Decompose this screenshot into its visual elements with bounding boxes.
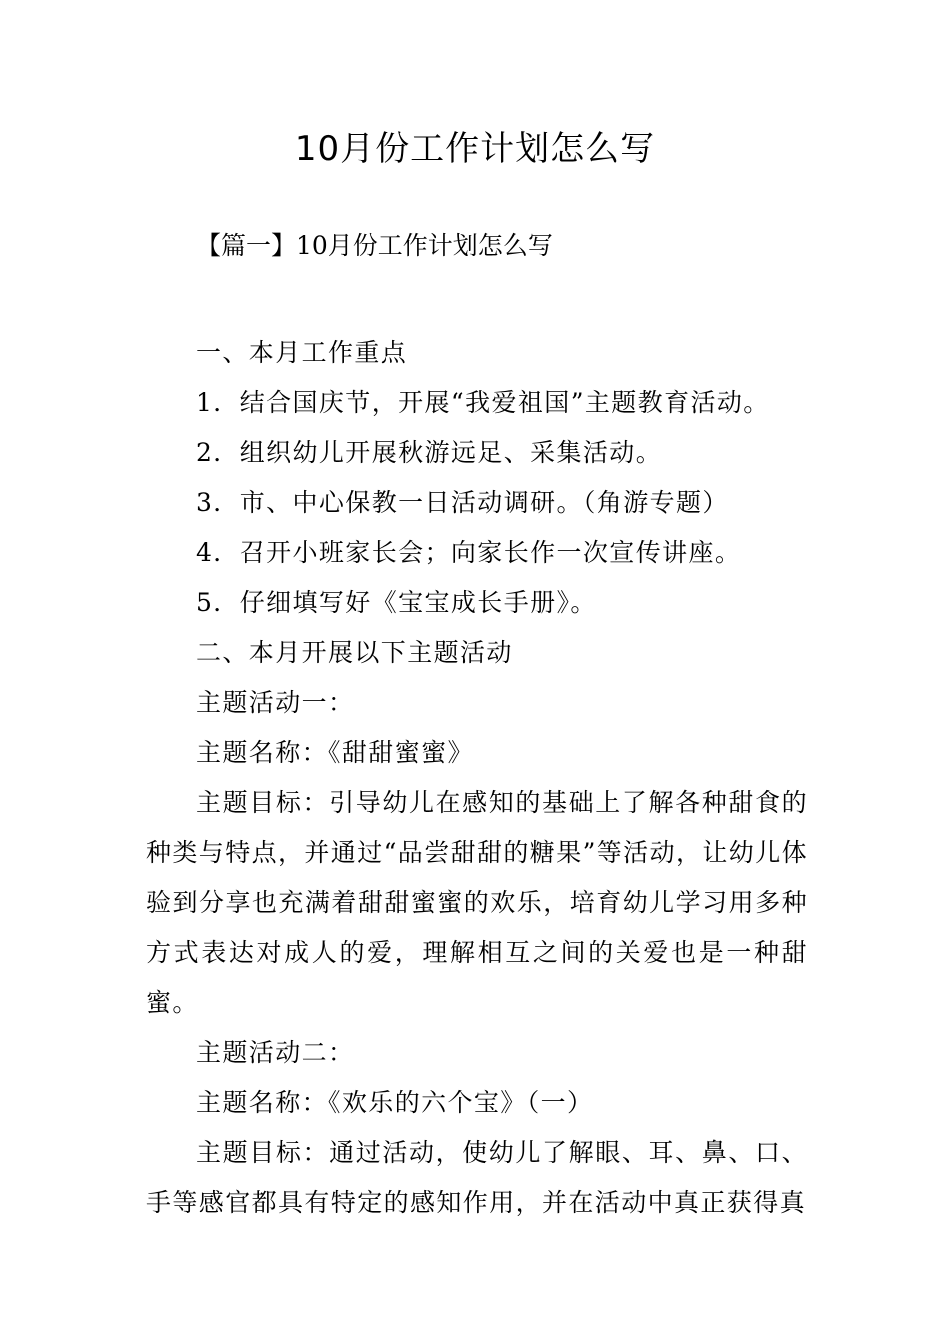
list-item: 2．组织幼儿开展秋游远足、采集活动。: [196, 438, 663, 467]
section-heading: 一、本月工作重点: [196, 338, 408, 367]
activity-goal: 主题目标：通过活动，使幼儿了解眼、耳、鼻、口、手等感官都具有特定的感知作用，并在活动中真正获得真: [146, 1138, 808, 1217]
document-body: [146, 328, 808, 1228]
activity-label: 主题活动二：: [196, 1038, 355, 1067]
activity-name: 主题名称：《甜甜蜜蜜》: [196, 738, 474, 767]
activity-goal: 主题目标：引导幼儿在感知的基础上了解各种甜食的种类与特点，并通过“品尝甜甜的糖果”等活动，让幼儿体验到分享也充满着甜甜蜜蜜的欢乐，培育幼儿学习用多种方式表达对成人的爱，理解相互之间的关爱也是一种甜蜜。: [146, 788, 808, 1017]
list-item: 3．市、中心保教一日活动调研。（角游专题）: [196, 488, 729, 517]
document-title: 10月份工作计划怎么写: [294, 129, 656, 169]
list-item: 5．仔细填写好《宝宝成长手册》。: [196, 588, 597, 617]
activity-label: 主题活动一：: [196, 688, 355, 717]
list-item: 1．结合国庆节，开展“我爱祖国”主题教育活动。: [196, 388, 770, 417]
section-heading: 二、本月开展以下主题活动: [196, 638, 513, 667]
document-subtitle: 【篇一】10月份工作计划怎么写: [196, 231, 553, 260]
activity-name: 主题名称：《欢乐的六个宝》（一）: [196, 1088, 594, 1117]
list-item: 4．召开小班家长会；向家长作一次宣传讲座。: [196, 538, 742, 567]
